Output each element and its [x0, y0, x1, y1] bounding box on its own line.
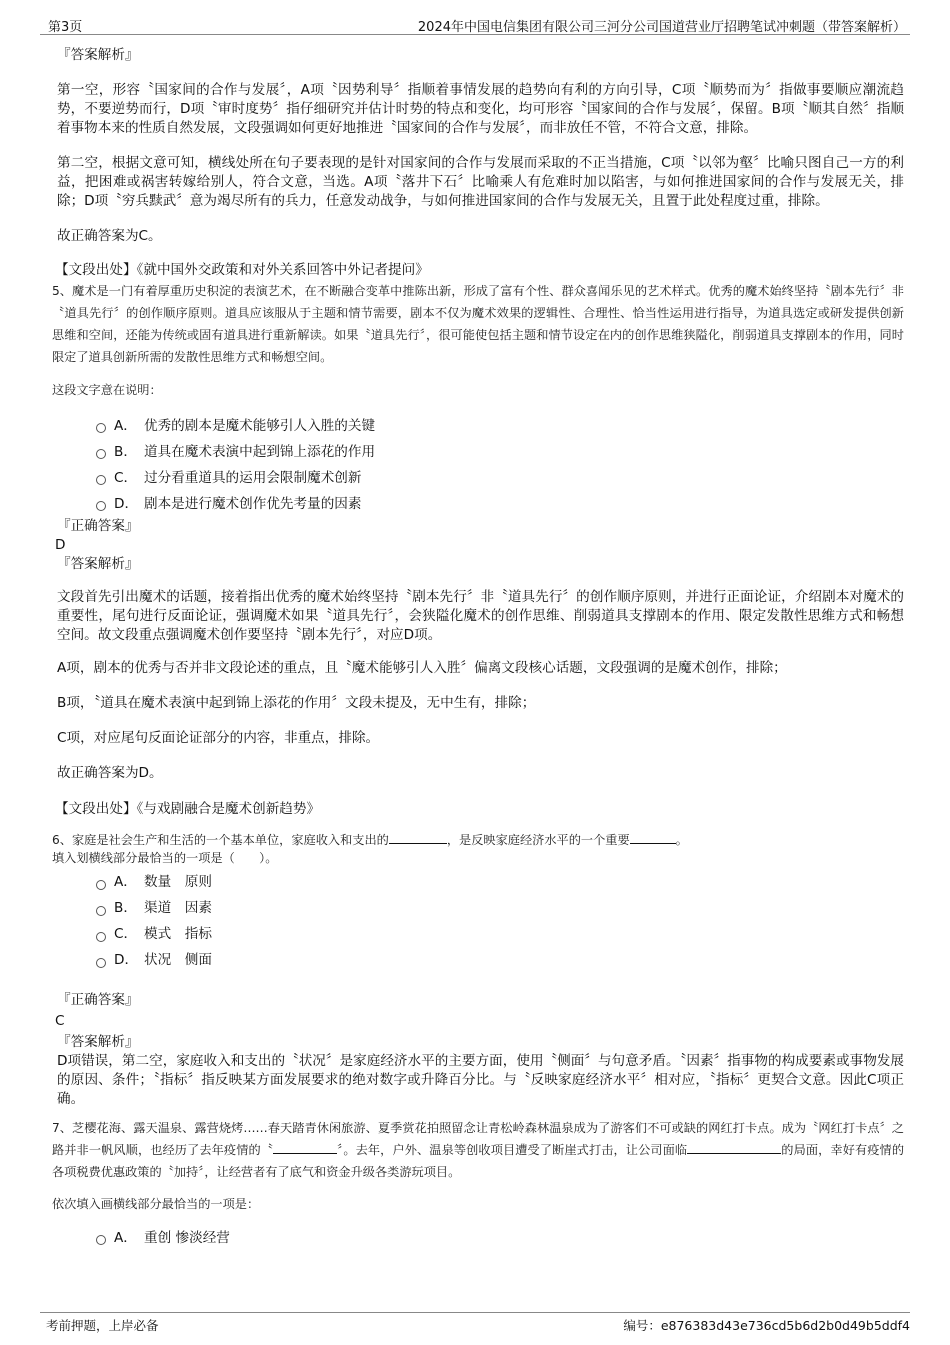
q7-options	[52, 1225, 904, 1251]
page-content	[52, 46, 904, 1251]
q5-option-d[interactable]: D． 剧本是进行魔术创作优先考量的因素	[52, 491, 904, 517]
radio-button[interactable]	[96, 501, 106, 511]
q5-prompt: 这段文字意在说明：	[52, 383, 162, 397]
q4-source: 【文段出处】《就中国外交政策和对外关系回答中外记者提问》	[55, 262, 429, 278]
q6-prompt: 填入划横线部分最恰当的一项是（ ）。	[52, 851, 278, 865]
radio-button[interactable]	[96, 475, 106, 485]
q5-analysis-label: 『答案解析』	[57, 556, 139, 572]
q6-option-d[interactable]: D． 状况 侧面	[52, 947, 904, 973]
q5-option-b[interactable]: B． 道具在魔术表演中起到锦上添花的作用	[52, 439, 904, 465]
q5-option-a[interactable]: A． 优秀的剧本是魔术能够引人入胜的关键	[52, 413, 904, 439]
page-header	[40, 14, 910, 35]
q5-analysis-a: A项，剧本的优秀与否并非文段论述的重点，且〝魔术能够引人入胜〞偏离文段核心话题，文段强调的是魔术创作，排除；	[57, 660, 787, 676]
q6-analysis: D项错误，第二空，家庭收入和支出的〝状况〞是家庭经济水平的主要方面，使用〝侧面〞与句意矛盾。〝因素〞指事物的构成要素或事物发展的原因、条件；〝指标〞指反映某方面发展要求的绝对数字或升降百分比。与〝反映家庭经济水平〞相对应，〝指标〞更契合文意。因此C项正确。	[57, 1053, 904, 1107]
q5-options	[52, 413, 904, 517]
q6-options	[52, 869, 904, 973]
radio-button[interactable]	[96, 958, 106, 968]
q5-answer-label: 『正确答案』	[57, 518, 139, 534]
q4-analysis-label: 『答案解析』	[57, 47, 139, 63]
q6-option-b[interactable]: B． 渠道 因素	[52, 895, 904, 921]
q5-conclusion: 故正确答案为D。	[57, 765, 163, 781]
radio-button[interactable]	[96, 1235, 106, 1245]
q5-option-c[interactable]: C． 过分看重道具的运用会限制魔术创新	[52, 465, 904, 491]
q7-prompt: 依次填入画横线部分最恰当的一项是：	[52, 1197, 260, 1211]
q5-analysis-b: B项，〝道具在魔术表演中起到锦上添花的作用〞文段未提及，无中生有，排除；	[57, 695, 536, 711]
q6-option-c[interactable]: C． 模式 指标	[52, 921, 904, 947]
q5-source: 【文段出处】《与戏剧融合是魔术创新趋势》	[55, 801, 321, 817]
q6-option-a[interactable]: A． 数量 原则	[52, 869, 904, 895]
q4-analysis-p1: 第一空，形容〝国家间的合作与发展〞，A项〝因势利导〞指顺着事情发展的趋势向有利的方向引导，C项〝顺势而为〞指做事要顺应潮流趋势，不要逆势而行，D项〝审时度势〞指仔细研究并估计时势的特点和变化，均可形容〝国家间的合作与发展〞，保留。B项〝顺其自然〞指顺着事物本来的性质自然发展，文段强调如何更好地推进〝国家间的合作与发展〞，而非放任不管，不符合文意，排除。	[57, 82, 904, 136]
q6-answer-label: 『正确答案』	[57, 992, 139, 1008]
q7-stem: 7、芝樱花海、露天温泉、露营烧烤……春天踏青休闲旅游、夏季赏花拍照留念让青松岭森林温泉成为了游客们不可或缺的网红打卡点。成为〝网红打卡点〞之路并非一帆风顺，也经历了去年疫情的〝 〞。去年，户外、温泉等创收项目遭受了断崖式打击，让公司面临 的局面，幸好有疫情的各项税费优惠政策的〝加持〞，让经营者有了底气和资金升级各类游玩项目。	[52, 1121, 905, 1179]
radio-button[interactable]	[96, 906, 106, 916]
q4-analysis-p2: 第二空，根据文意可知，横线处所在句子要表现的是针对国家间的合作与发展而采取的不正当措施，C项〝以邻为壑〞比喻只图自己一方的利益，把困难或祸害转嫁给别人，符合文意，当选。A项〝落井下石〞比喻乘人有危难时加以陷害，与如何推进国家间的合作与发展无关，排除；D项〝穷兵黩武〞意为竭尽所有的兵力，任意发动战争，与如何推进国家间的合作与发展无关，且置于此处程度过重，排除。	[57, 155, 904, 209]
blank-line	[687, 1141, 781, 1154]
radio-button[interactable]	[96, 880, 106, 890]
radio-button[interactable]	[96, 423, 106, 433]
document-code: 编号：e876383d43e736cd5b6d2b0d49b5ddf4	[623, 1318, 910, 1333]
q4-conclusion: 故正确答案为C。	[57, 228, 162, 244]
q6-answer: C	[55, 1013, 65, 1029]
page-footer	[40, 1312, 910, 1333]
q5-analysis-p1: 文段首先引出魔术的话题，接着指出优秀的魔术始终坚持〝剧本先行〞非〝道具先行〞的创作顺序原则，并进行正面论证，介绍剧本对魔术的重要性，尾句进行反面论证，强调魔术如果〝道具先行〞，会狭隘化魔术的创作思维、削弱道具支撑剧本的作用、限定发散性思维方式和畅想空间。故文段重点强调魔术创作要坚持〝剧本先行〞，对应D项。	[57, 589, 904, 643]
q6-stem: 6、家庭是社会生产和生活的一个基本单位，家庭收入和支出的 ，是反映家庭经济水平的一个重要 。	[52, 833, 688, 847]
footer-slogan: 考前押题，上岸必备	[46, 1318, 159, 1333]
blank-line	[389, 831, 447, 844]
q5-answer: D	[55, 537, 66, 553]
q5-analysis-c: C项，对应尾句反面论证部分的内容，非重点，排除。	[57, 730, 380, 746]
q7-option-a[interactable]: A． 重创 惨淡经营	[52, 1225, 904, 1251]
blank-line	[630, 831, 676, 844]
blank-line	[273, 1141, 337, 1154]
radio-button[interactable]	[96, 932, 106, 942]
q5-stem: 5、魔术是一门有着厚重历史积淀的表演艺术，在不断融合变革中推陈出新，形成了富有个性、群众喜闻乐见的艺术样式。优秀的魔术始终坚持〝剧本先行〞非〝道具先行〞的创作顺序原则。道具应该服从于主题和情节需要，剧本不仅为魔术效果的逻辑性、合理性、恰当性运用进行指导，为道具选定或研发提供创新思维和空间，还能为传统或固有道具进行重新解读。如果〝道具先行〞，很可能使包括主题和情节设定在内的创作思维狭隘化，削弱道具支撑剧本的作用，同时限定了道具创新所需的发散性思维方式和畅想空间。	[52, 284, 904, 364]
page-number: 第3页	[48, 20, 83, 35]
q6-analysis-label: 『答案解析』	[57, 1034, 139, 1050]
radio-button[interactable]	[96, 449, 106, 459]
document-title: 2024年中国电信集团有限公司三河分公司国道营业厅招聘笔试冲刺题（带答案解析）	[417, 20, 906, 35]
